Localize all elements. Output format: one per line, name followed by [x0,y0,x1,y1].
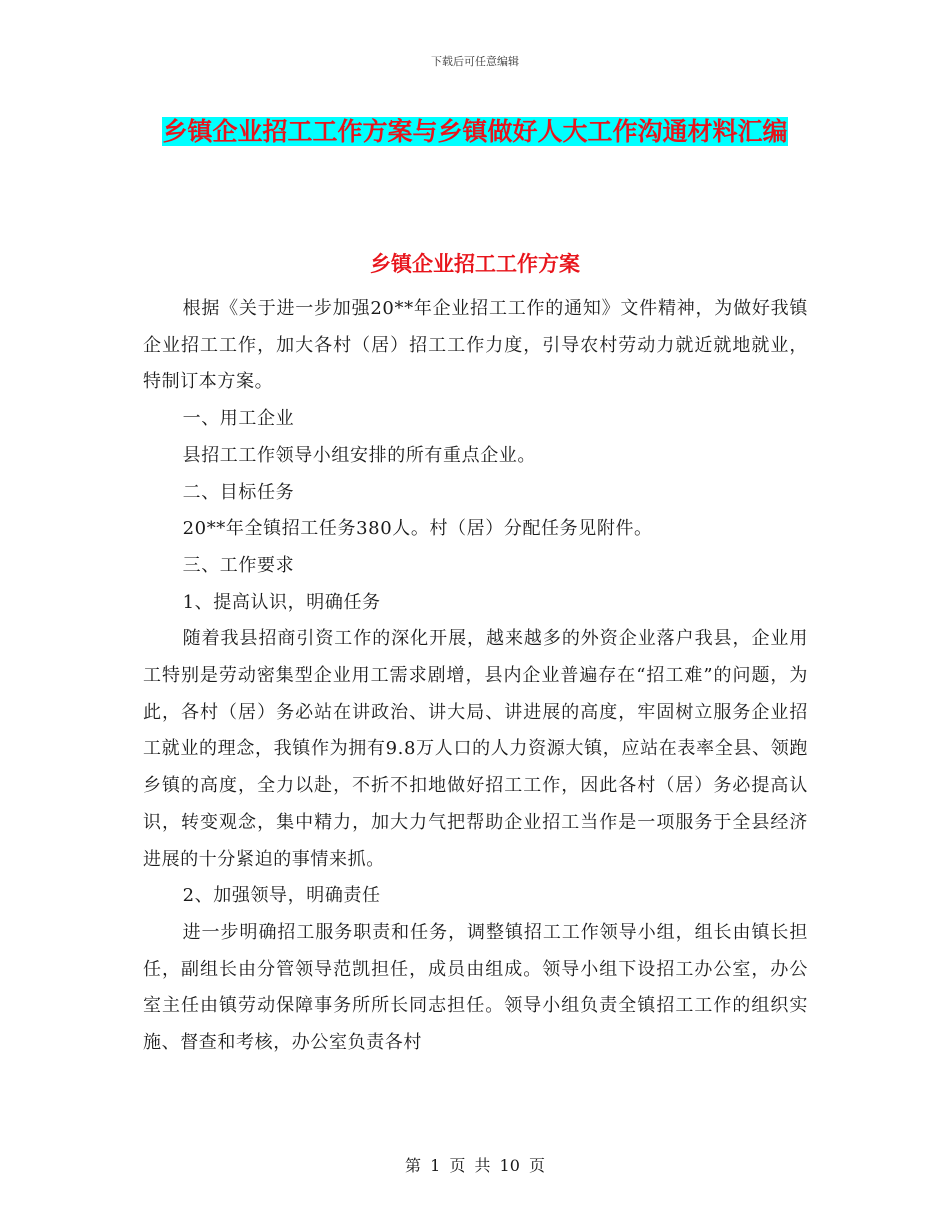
paragraph: 根据《关于进一步加强20**年企业招工工作的通知》文件精神，为做好我镇企业招工工作，加大各村（居）招工工作力度，引导农村劳动力就近就地就业，特制订本方案。 [143,298,808,393]
paragraph: 20**年全镇招工任务380人。村（居）分配任务见附件。 [182,518,653,540]
heading-targets: 二、目标任务 [182,481,295,503]
paragraph: 随着我县招商引资工作的深化开展，越来越多的外资企业落户我县，企业用工特别是劳动密集型企业用工需求剧增，县内企业普遍存在“招工难”的问题，为此，各村（居）务必站在讲政治、讲大局、讲进展的高度，牢固树立服务企业招工就业的理念，我镇作为拥有9.8万人口的人力资源大镇，应站在表率全县、领跑乡镇的高度，全力以赴，不折不扣地做好招工工作，因此各村（居）务必提高认识，转变观念，集中精力，加大力气把帮助企业招工当作是一项服务于全县经济进展的十分紧迫的事情来抓。 [143,628,808,870]
heading-employers: 一、用工企业 [182,408,295,430]
document-body [143,291,808,1062]
paragraph: 进一步明确招工服务职责和任务，调整镇招工工作领导小组，组长由镇长担任，副组长由分管领导范凯担任，成员由组成。领导小组下设招工办公室，办公室主任由镇劳动保障事务所所长同志担任。领导小组负责全镇招工工作的组织实施、督查和考核，办公室负责各村 [143,921,808,1054]
document-title-text: 乡镇企业招工工作方案与乡镇做好人大工作沟通材料汇编 [162,117,788,146]
document-title [140,110,810,154]
page-number: 第 1 页 共 10 页 [405,1156,545,1175]
paragraph: 县招工工作领导小组安排的所有重点企业。 [182,444,536,466]
page-header-note: 下载后可任意编辑 [431,55,519,68]
heading-requirements: 三、工作要求 [182,554,295,576]
subheading: 1、提高认识，明确任务 [182,591,381,613]
subheading: 2、加强领导，明确责任 [182,885,381,907]
section-title: 乡镇企业招工工作方案 [370,252,580,276]
